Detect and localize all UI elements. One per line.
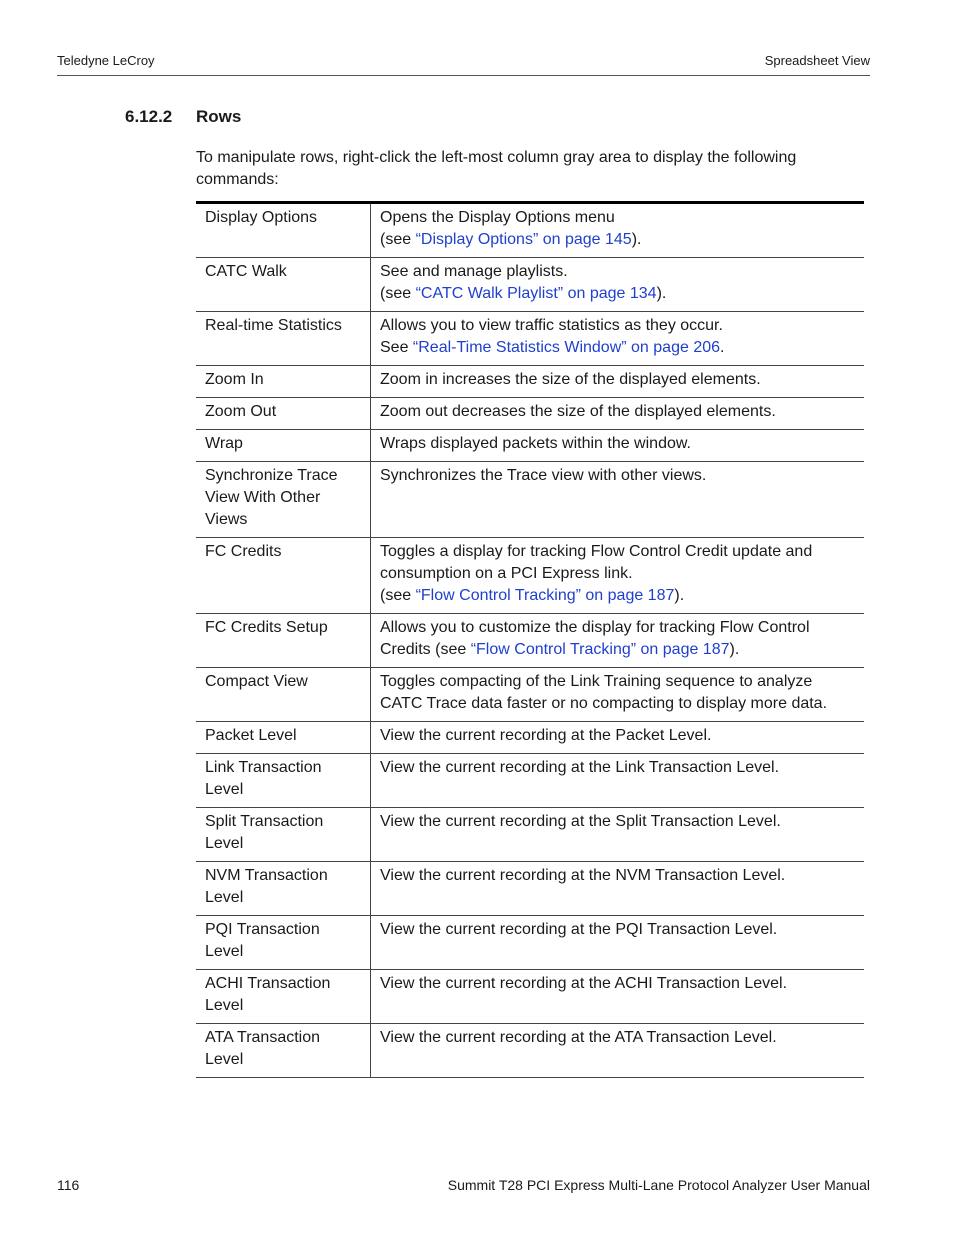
description-text: Toggles compacting of the Link Training sequence to analyze CATC Trace data faster or no compacting to display more data. <box>380 673 828 712</box>
description-line <box>380 671 856 715</box>
section-title: Rows <box>196 107 242 126</box>
command-name-cell: FC Credits Setup <box>196 614 371 668</box>
description-text: View the current recording at the ATA Transaction Level. <box>380 1029 777 1046</box>
table-row <box>196 808 864 862</box>
cross-reference-link[interactable]: “CATC Walk Playlist” on page 134 <box>415 285 657 302</box>
command-name-cell: Zoom Out <box>196 398 371 430</box>
command-description-cell <box>371 366 865 398</box>
command-name-cell: ACHI Transaction Level <box>196 970 371 1024</box>
command-name-cell: Packet Level <box>196 722 371 754</box>
command-description-cell <box>371 258 865 312</box>
command-description-cell <box>371 668 865 722</box>
command-name-cell: Wrap <box>196 430 371 462</box>
description-line <box>380 337 856 359</box>
description-line <box>380 229 856 251</box>
description-line <box>380 283 856 305</box>
command-name-cell: Link Transaction Level <box>196 754 371 808</box>
description-line <box>380 725 856 747</box>
description-text: (see <box>380 285 416 302</box>
command-description-cell <box>371 430 865 462</box>
command-description-cell <box>371 862 865 916</box>
description-line <box>380 465 856 487</box>
description-text: Zoom in increases the size of the displayed elements. <box>380 371 761 388</box>
table-row <box>196 538 864 614</box>
cross-reference-link[interactable]: “Flow Control Tracking” on page 187 <box>470 641 730 658</box>
description-text: Opens the Display Options menu <box>380 209 615 226</box>
description-line <box>380 973 856 995</box>
description-text: ). <box>656 285 667 302</box>
description-text: View the current recording at the Packet Level. <box>380 727 712 744</box>
section-number: 6.12.2 <box>125 107 173 126</box>
table-row <box>196 312 864 366</box>
command-description-cell <box>371 754 865 808</box>
description-line <box>380 757 856 779</box>
table-row <box>196 462 864 538</box>
command-name-cell: ATA Transaction Level <box>196 1024 371 1078</box>
command-name-cell: Compact View <box>196 668 371 722</box>
description-text: Allows you to view traffic statistics as they occur. <box>380 317 723 334</box>
command-name-cell: PQI Transaction Level <box>196 916 371 970</box>
command-name-cell: CATC Walk <box>196 258 371 312</box>
command-name-cell: FC Credits <box>196 538 371 614</box>
command-name-cell: Zoom In <box>196 366 371 398</box>
description-line <box>380 617 856 661</box>
table-row <box>196 668 864 722</box>
description-text: Wraps displayed packets within the window. <box>380 435 691 452</box>
command-description-cell <box>371 722 865 754</box>
cross-reference-link[interactable]: “Real-Time Statistics Window” on page 206 <box>412 339 721 356</box>
description-line <box>380 207 856 229</box>
command-description-cell <box>371 312 865 366</box>
command-name-cell: Display Options <box>196 203 371 258</box>
description-line <box>380 315 856 337</box>
command-description-cell <box>371 808 865 862</box>
header-rule <box>57 75 870 76</box>
description-line <box>380 811 856 833</box>
description-text: View the current recording at the ACHI Transaction Level. <box>380 975 788 992</box>
command-name-cell: Real-time Statistics <box>196 312 371 366</box>
footer-page-number: 116 <box>57 1177 80 1193</box>
command-description-cell <box>371 614 865 668</box>
description-text: (see <box>380 587 416 604</box>
description-line <box>380 261 856 283</box>
command-description-cell <box>371 538 865 614</box>
description-text: Toggles a display for tracking Flow Control Credit update and consumption on a PCI Express link. <box>380 543 813 582</box>
table-row <box>196 754 864 808</box>
table-row <box>196 970 864 1024</box>
description-line <box>380 919 856 941</box>
description-text: View the current recording at the Link Transaction Level. <box>380 759 780 776</box>
command-name-cell: Synchronize Trace View With Other Views <box>196 462 371 538</box>
table-row <box>196 258 864 312</box>
description-text: View the current recording at the PQI Transaction Level. <box>380 921 778 938</box>
description-text: ). <box>674 587 685 604</box>
command-description-cell <box>371 916 865 970</box>
table-row <box>196 203 864 258</box>
description-line <box>380 433 856 455</box>
description-text: Zoom out decreases the size of the displayed elements. <box>380 403 776 420</box>
command-description-cell <box>371 398 865 430</box>
table-row <box>196 366 864 398</box>
description-text: Allows you to customize the display for tracking Flow Control Credits (see <box>380 619 810 658</box>
footer-title: Summit T28 PCI Express Multi-Lane Protocol Analyzer User Manual <box>447 1177 870 1193</box>
command-description-cell <box>371 970 865 1024</box>
section-heading <box>125 107 241 127</box>
table-row <box>196 430 864 462</box>
description-line <box>380 585 856 607</box>
description-text: See <box>380 339 413 356</box>
description-text: . <box>720 339 725 356</box>
header-left: Teledyne LeCroy <box>57 53 155 68</box>
description-text: ). <box>631 231 642 248</box>
description-line <box>380 865 856 887</box>
description-text: ). <box>729 641 740 658</box>
header-right: Spreadsheet View <box>764 53 870 68</box>
table-row <box>196 722 864 754</box>
table-row <box>196 398 864 430</box>
cross-reference-link[interactable]: “Display Options” on page 145 <box>415 231 632 248</box>
command-name-cell: Split Transaction Level <box>196 808 371 862</box>
description-text: Synchronizes the Trace view with other views. <box>380 467 707 484</box>
table-row <box>196 916 864 970</box>
description-text: View the current recording at the NVM Transaction Level. <box>380 867 786 884</box>
command-description-cell <box>371 1024 865 1078</box>
command-description-cell <box>371 203 865 258</box>
description-line <box>380 369 856 391</box>
description-text: (see <box>380 231 416 248</box>
intro-paragraph: To manipulate rows, right-click the left-most column gray area to display the following commands: <box>196 149 797 188</box>
command-description-cell <box>371 462 865 538</box>
description-text: See and manage playlists. <box>380 263 568 280</box>
description-line <box>380 401 856 423</box>
cross-reference-link[interactable]: “Flow Control Tracking” on page 187 <box>415 587 675 604</box>
commands-table-body <box>196 203 864 1078</box>
command-name-cell: NVM Transaction Level <box>196 862 371 916</box>
description-text: View the current recording at the Split Transaction Level. <box>380 813 781 830</box>
table-row <box>196 614 864 668</box>
description-line <box>380 541 856 585</box>
commands-table <box>196 201 864 1078</box>
table-row <box>196 1024 864 1078</box>
table-row <box>196 862 864 916</box>
description-line <box>380 1027 856 1049</box>
